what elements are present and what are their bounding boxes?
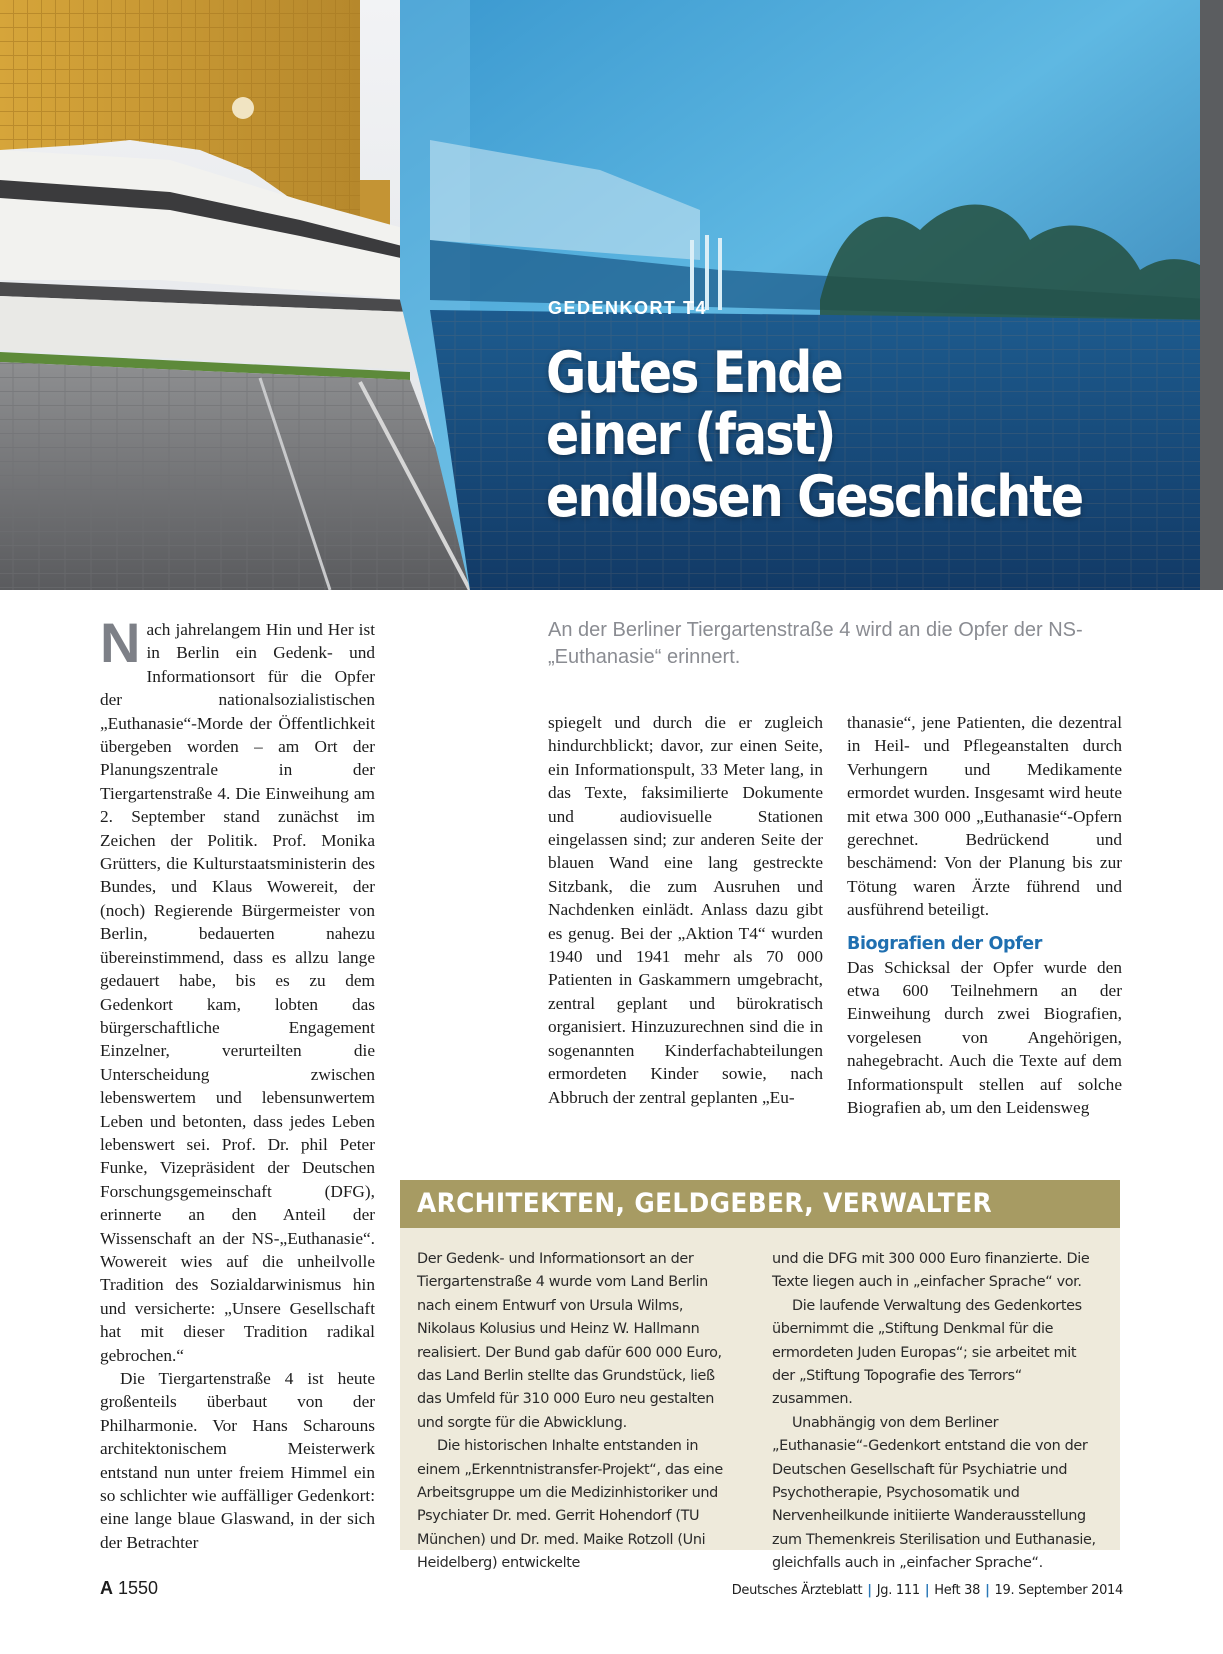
- footer-separator: |: [867, 1583, 872, 1598]
- page-number-value: 1550: [118, 1578, 159, 1598]
- body-paragraph-1-text: ach jahrelangem Hin und Her ist in Berlin ein Gedenk- und Informationsort für die Opfer der nationalsozialistischen „Euthanasie“-Morde der Öffentlichkeit übergeben worden – am Ort der Planungszentrale in der Tiergartenstraße 4. Die Einweihung am 2. September stand zunächst im Zeichen der Politik. Prof. Monika Grütters, die Kulturstaatsministerin des Bundes, und Klaus Wowereit, der (noch) Regierende Bürgermeister von Berlin, bedauerten nahezu übereinstimmend, dass es allzu lange gedauert habe, bis es zu dem Gedenkort kam, lobten das bürgerschaftliche Engagement Einzelner, verurteilten die Unterscheidung zwischen lebenswertem und lebensunwertem Leben und betonten, dass jedes Leben lebenswert sei. Prof. Dr. phil Peter Funke, Vizepräsident der Deutschen Forschungsgemeinschaft (DFG), erinnerte an den Anteil der Wissenschaft an der NS-„Euthanasie“. Wowereit wies auf die unheilvolle Tradition des Sozialdarwinismus hin und versicherte: „Unsere Gesellschaft hat mit dieser Tradition radikal gebrochen.“: [100, 620, 375, 1365]
- journal-issue: Heft 38: [934, 1583, 981, 1598]
- info-box-paragraph: Die historischen Inhalte entstanden in einem „Erkenntnistransfer-Projekt“, das eine Arbeitsgruppe um die Medizinhistoriker und Psychiater Dr. med. Gerrit Hohendorf (TU München) und Dr. med. Maike Rotzoll (Uni Heidelberg) entwickelte: [417, 1438, 723, 1572]
- info-box-paragraph: Unabhängig von dem Berliner „Euthanasie“-Gedenkort entstand die von der Deutschen Gesellschaft für Psychiatrie und Psychotherapie, Psychosomatik und Nervenheilkunde initiierte Wanderausstellung zum Themenkreis Sterilisation und Euthanasie, gleichfalls auch in „einfacher Sprache“.: [772, 1414, 1096, 1572]
- hero-photo: [0, 0, 1223, 590]
- journal-volume: Jg. 111: [876, 1583, 920, 1598]
- info-box-column-2: [772, 1248, 1096, 1576]
- article-headline: [546, 342, 1096, 528]
- body-column-3: [847, 711, 1122, 1120]
- info-box: [400, 1180, 1120, 1572]
- headline-line-2: einer (fast): [546, 402, 835, 468]
- body-paragraph-3: spiegelt und durch die er zugleich hindurchblickt; davor, zur einen Seite, ein Informationspult, 33 Meter lang, in das Texte, faksimilierte Dokumente und audiovisuelle Stationen eingelassen sind; zur anderen Seite der blauen Wand eine lang gestreckte Sitzbank, die zum Ausruhen und Nachdenken einlädt. Anlass dazu gibt es genug. Bei der „Aktion T4“ wurden 1940 und 1941 mehr als 70 000 Patienten in Gaskammern umgebracht, zentral geplant und bürokratisch organisiert. Hinzuzurechnen sind die in sogenannten Kinderfachabteilungen ermordeten Kinder sowie, nach Abbruch der zentral geplanten „Eu-: [548, 713, 823, 1107]
- headline-line-1: Gutes Ende: [546, 340, 842, 406]
- info-box-paragraph: und die DFG mit 300 000 Euro finanzierte. Die Texte liegen auch in „einfacher Sprache“ vor.: [772, 1251, 1090, 1291]
- footer-separator: |: [985, 1583, 990, 1598]
- headline-line-3: endlosen Geschichte: [546, 464, 1083, 530]
- body-paragraph-5: Das Schicksal der Opfer wurde den etwa 600 Teilnehmern an der Einweihung durch zwei Biografien, vorgelesen von Angehörigen, nahegebracht. Auch die Texte auf dem Informationspult stellen auf solche Biografien ab, um den Leidensweg: [847, 957, 1122, 1118]
- article-kicker: GEDENKORT T4: [548, 298, 708, 318]
- journal-date: 19. September 2014: [994, 1583, 1123, 1598]
- info-box-title: ARCHITEKTEN, GELDGEBER, VERWALTER: [417, 1188, 993, 1219]
- body-paragraph-2: Die Tiergartenstraße 4 ist heute großenteils überbaut von der Philharmonie. Vor Hans Scharouns architektonischem Meisterwerk entstand nun unter freiem Himmel ein so schlichter wie auffälliger Gedenkort: eine lange blaue Glaswand, in der sich der Betrachter: [100, 1369, 375, 1552]
- body-column-1: [100, 611, 375, 1554]
- section-subhead: Biografien der Opfer: [847, 933, 1042, 954]
- journal-name: Deutsches Ärzteblatt: [731, 1583, 863, 1598]
- body-paragraph-1: [100, 611, 375, 1367]
- page-prefix: A: [100, 1578, 113, 1598]
- info-box-column-1: [417, 1248, 741, 1576]
- page-number: [100, 1578, 158, 1599]
- footer-separator: |: [924, 1583, 930, 1598]
- article-teaser: An der Berliner Tiergartenstraße 4 wird an die Opfer der NS-„Euthanasie“ erinnert.: [548, 619, 1083, 668]
- body-paragraph-4: thanasie“, jene Patienten, die dezentral in Heil- und Pflegeanstalten durch Verhungern und Medikamente ermordet wurden. Insgesamt wird heute mit etwa 300 000 „Euthanasie“-Opfern gerechnet. Bedrückend und beschämend: Von der Planung bis zur Tötung waren Ärzte führend und ausführend beteiligt.: [847, 713, 1122, 920]
- journal-footer: [732, 1583, 1123, 1598]
- body-column-2: [548, 711, 823, 1109]
- info-box-paragraph: Die laufende Verwaltung des Gedenkortes übernimmt die „Stiftung Denkmal für die ermordeten Juden Europas“; sie arbeitet mit der „Stiftung Topografie des Terrors“ zusammen.: [772, 1297, 1082, 1408]
- info-box-header: [400, 1180, 1120, 1228]
- drop-cap: N: [100, 611, 141, 674]
- info-box-paragraph: Der Gedenk- und Informationsort an der Tiergartenstraße 4 wurde vom Land Berlin nach einem Entwurf von Ursula Wilms, Nikolaus Kolusius und Heinz W. Hallmann realisiert. Der Bund gab dafür 600 000 Euro, das Land Berlin stellte das Grundstück, ließ das Umfeld für 310 000 Euro neu gestalten und sorgte für die Abwicklung.: [417, 1251, 722, 1431]
